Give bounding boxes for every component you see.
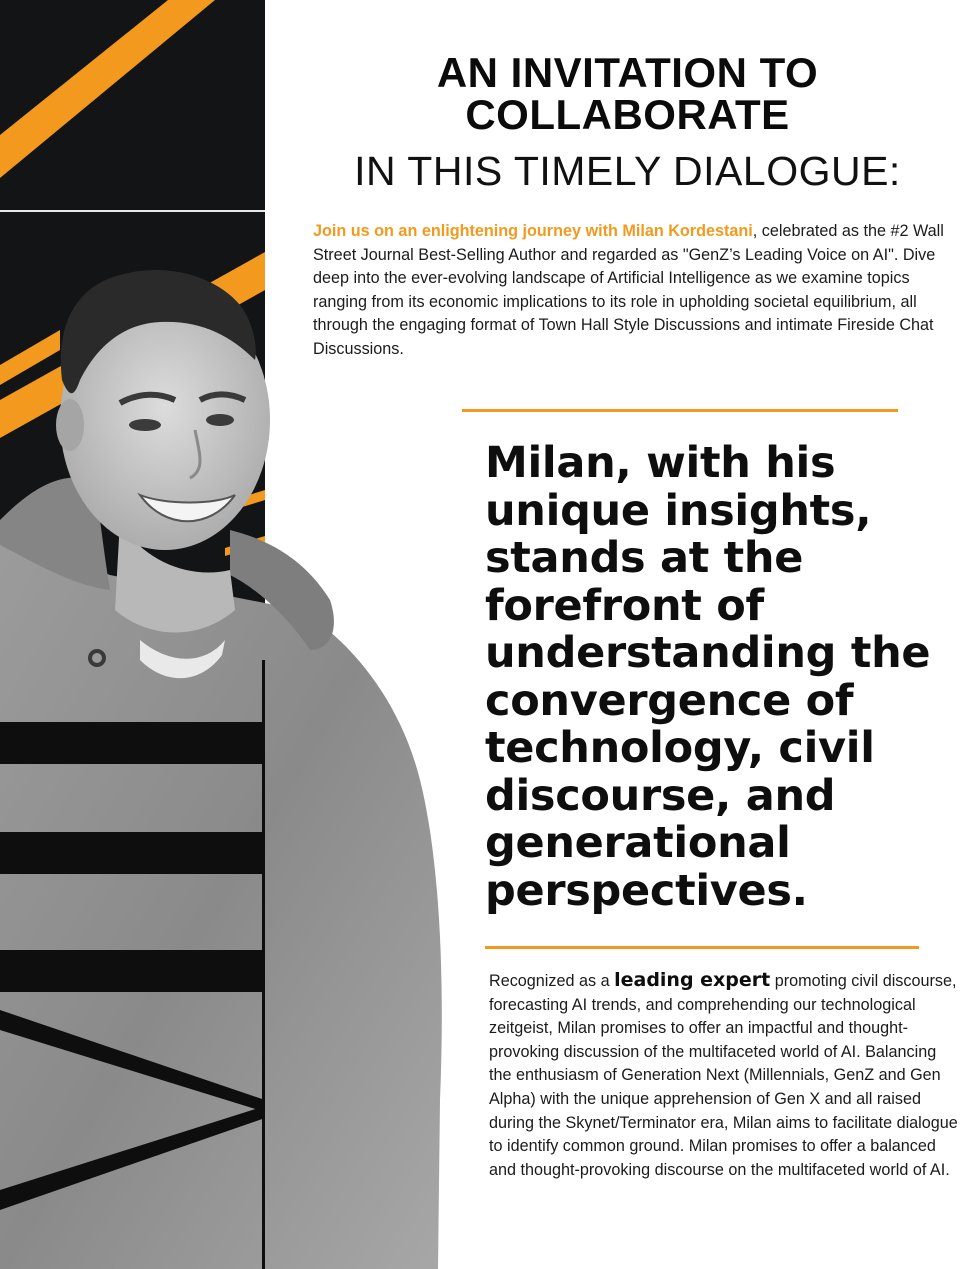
heading-line-3: IN THIS TIMELY DIALOGUE: bbox=[354, 148, 901, 194]
intro-text: , celebrated as the #2 Wall Street Journal Best-Selling Author and regarded as "GenZ’s Leading Voice on AI". Dive deep into the ever-evolving landscape of Artificial Intelligence as we examine topics ranging from its economic implications to its role in upholding societal equilibrium, all through the engaging format of Town Hall Style Discussions and intimate Fireside Chat Discussions. bbox=[313, 222, 944, 358]
pull-quote: Milan, with his unique insights, stands at the forefront of understanding the convergence of technology, civil discourse, and generational perspectives. bbox=[485, 438, 931, 916]
heading-line-1: AN INVITATION TO bbox=[436, 49, 819, 96]
body-text: promoting civil discourse, forecasting AI trends, and comprehending our technological zeitgeist, Milan promises to offer an impactful and thought-provoking discussion of the multifaceted world of AI. Balancing the enthusiasm of Generation Next (Millennials, GenZ and Gen Alpha) with the unique apprehension of Gen X and all raised during the Skynet/Terminator era, Milan aims to facilitate dialogue to identify common ground. Milan promises to offer a balanced and thought-provoking discourse on the multifaceted world of AI. bbox=[489, 972, 958, 1179]
invitation-heading bbox=[300, 49, 955, 194]
heading-line-2: COLLABORATE bbox=[465, 91, 790, 138]
intro-highlight: Join us on an enlightening journey with Milan Kordestani bbox=[313, 222, 753, 240]
body-prefix: Recognized as a bbox=[489, 972, 615, 990]
top-divider bbox=[462, 409, 898, 412]
body-emphasis: leading expert bbox=[614, 969, 771, 991]
body-paragraph bbox=[489, 969, 959, 1182]
intro-paragraph bbox=[313, 220, 953, 361]
bottom-divider bbox=[485, 946, 919, 949]
